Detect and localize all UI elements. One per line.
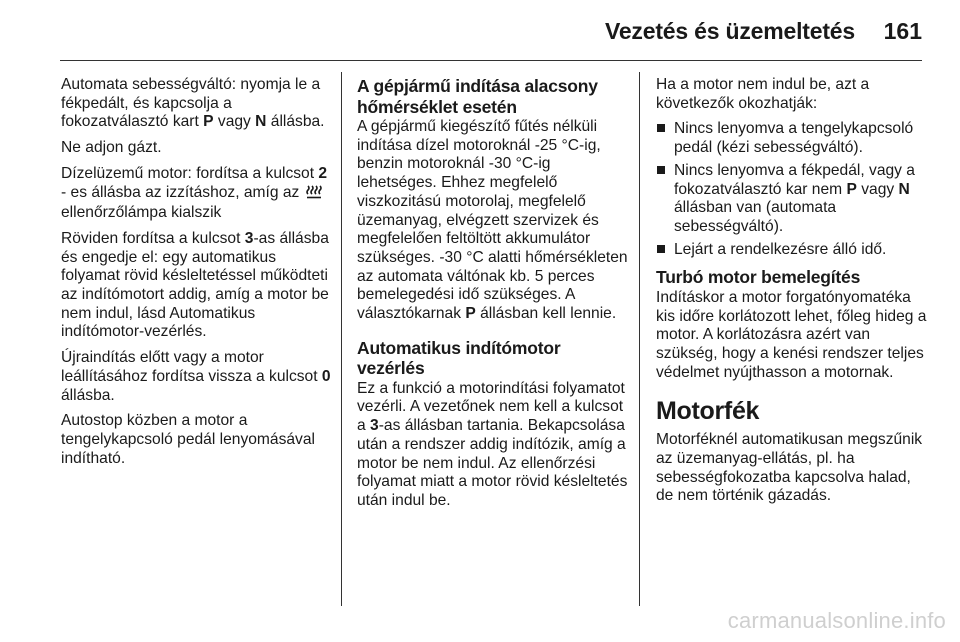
bullet-icon [657, 124, 665, 132]
paragraph-cold-start: A gépjármű kiegészítő fűtés nélküli indítása dízel motoroknál -25 °C-ig, benzin motoroknál -30 °C-ig lehetséges. Ehhez megfelelő viszkozitású motorolaj, megfelelő üzemanyag, elvégzett szervizek és megfelelően feltöltött akkumulátor szükséges. -30 °C alatti hőmérsékleten az automata váltónak kb. 5 perces bemelegedési idő szükséges. A választókarnak P állásban kell lennie. [357, 118, 628, 323]
column-3 [656, 76, 928, 513]
page-header [0, 0, 960, 60]
bullet-icon [657, 245, 665, 253]
paragraph-auto-starter: Ez a funkció a motorindítási folyamatot vezérli. A vezetőnek nem kell a kulcsot a 3-as állásban tartania. Bekapcsolása után a rendszer addig indítózik, amíg a motor be nem indul. Az ellenőrzési folyamat miatt a motor rövid késleltetés után indul be. [357, 379, 628, 509]
heading-auto-starter: Automatikus indítómotor vezérlés [357, 337, 561, 379]
list-item: Nincs lenyomva a tengelykapcsoló pedál (kézi sebességváltó). [656, 120, 928, 157]
heading-turbo-warmup: Turbó motor bemelegítés [656, 267, 861, 288]
heading-cold-start: A gépjármű indítása alacsony hőmérséklet esetén [357, 76, 598, 117]
column-2 [357, 76, 629, 518]
list-item: Lejárt a rendelkezésre álló idő. [656, 241, 928, 260]
bullet-icon [657, 166, 665, 174]
causes-list [656, 120, 928, 259]
column-divider-1 [341, 72, 342, 606]
watermark: carmanualsonline.info [727, 608, 946, 633]
paragraph-autostop: Autostop közben a motor a tengelykapcsoló pedál lenyomásával indítható. [61, 412, 315, 467]
paragraph-turbo-warmup: Indításkor a motor forgatónyomatéka kis időre korlátozott lehet, főleg hideg a motor. A korlátozásra azért van szükség, hogy a kenési rendszer teljes védelmet nyújthasson a motornak. [656, 288, 927, 381]
paragraph-no-start-causes: Ha a motor nem indul be, azt a következők okozhatják: [656, 76, 870, 112]
glow-plug-icon [306, 185, 322, 205]
page-title: Vezetés és üzemeltetés [604, 18, 855, 44]
column-1 [61, 76, 336, 475]
column-divider-2 [639, 72, 640, 606]
page-number: 161 [883, 18, 922, 44]
heading-engine-brake: Motorfék [656, 397, 760, 426]
paragraph-engine-brake: Motorféknél automatikusan megszűnik az üzemanyag-ellátás, pl. ha sebességfokozatba kapcsolva halad, de nem történik gázadás. [656, 431, 923, 505]
list-item: Nincs lenyomva a fékpedál, vagy a fokozatválasztó kar nem P vagy N állásban van (automata sebességváltó). [656, 162, 928, 237]
paragraph-restart: Újraindítás előtt vagy a motor leállításához fordítsa vissza a kulcsot 0 állásba. [61, 349, 331, 404]
header-rule [60, 60, 922, 61]
paragraph-no-throttle: Ne adjon gázt. [61, 139, 162, 157]
paragraph-diesel-preheat: Dízelüzemű motor: fordítsa a kulcsot 2 - es állásba az izzításhoz, amíg az ellenőrzőlámpa kialszik [61, 164, 328, 222]
paragraph-automatic-gearbox: Automata sebességváltó: nyomja le a fékpedált, és kapcsolja a fokozatválasztó kart P vagy N állásba. [61, 76, 325, 131]
paragraph-key-turn: Röviden fordítsa a kulcsot 3-as állásba és engedje el: egy automatikus folyamat rövid késleltetéssel működteti az indítómotort addig, amíg a motor be nem indul, lásd Automatikus indítómotor-vezérlés. [61, 229, 329, 341]
